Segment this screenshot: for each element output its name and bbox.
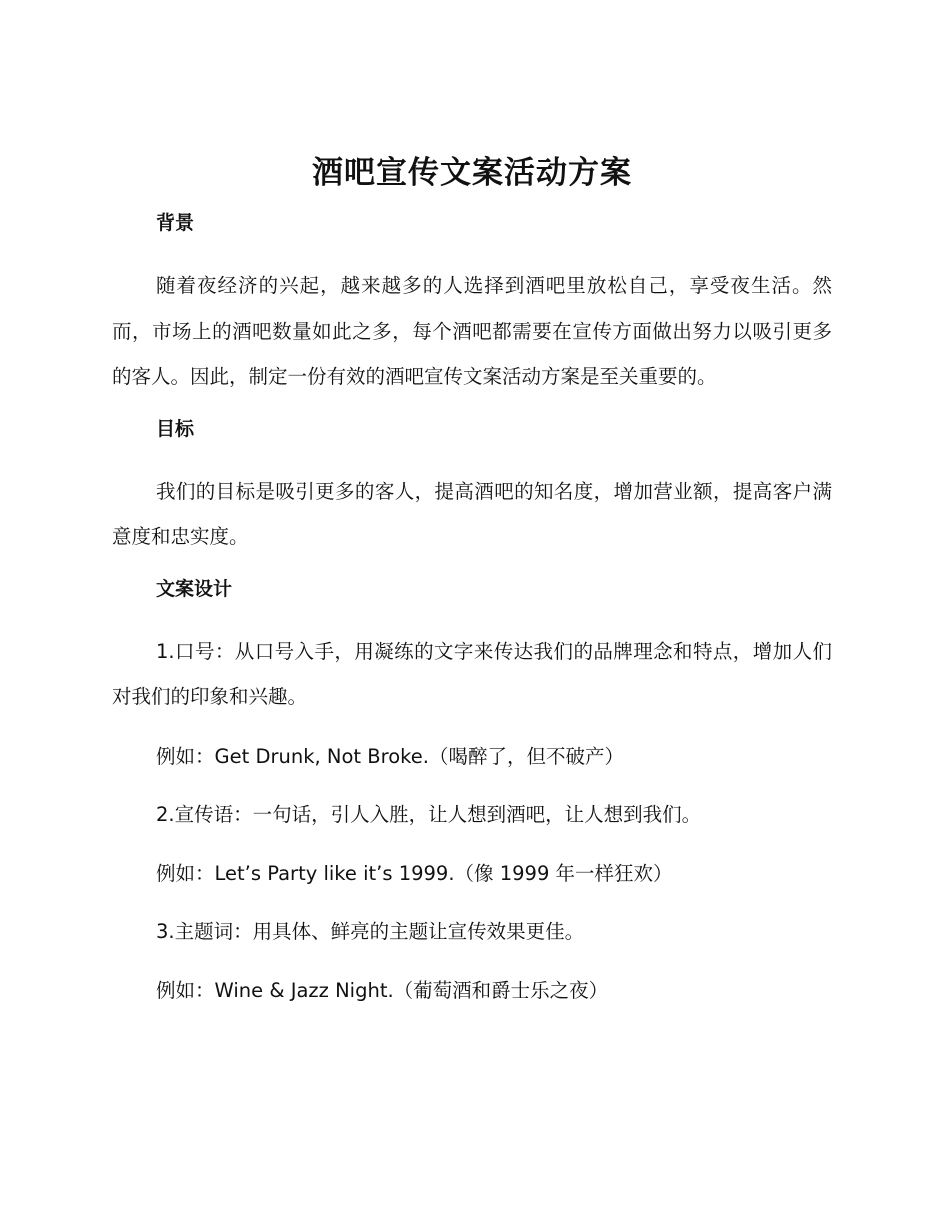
paragraph-slogan: 1.口号：从口号入手，用凝练的文字来传达我们的品牌理念和特点，增加人们对我们的印象和兴趣。 bbox=[112, 639, 832, 708]
paragraph-tagline: 2.宣传语：一句话，引人入胜，让人想到酒吧，让人想到我们。 bbox=[156, 803, 702, 826]
section-goal bbox=[112, 414, 832, 560]
document-title: 酒吧宣传文案活动方案 bbox=[312, 155, 632, 191]
document-page bbox=[112, 150, 832, 1026]
section-copy-design bbox=[112, 574, 832, 1014]
section-background bbox=[112, 208, 832, 400]
paragraph: 我们的目标是吸引更多的客人，提高酒吧的知名度，增加营业额，提高客户满意度和忠实度。 bbox=[112, 479, 832, 548]
example-tagline: 例如：Let’s Party like it’s 1999.（像 1999 年一样狂欢） bbox=[156, 861, 673, 885]
section-heading-copy-design: 文案设计 bbox=[156, 577, 233, 600]
section-heading-goal: 目标 bbox=[156, 417, 195, 440]
paragraph: 随着夜经济的兴起，越来越多的人选择到酒吧里放松自己，享受夜生活。然而，市场上的酒吧数量如此之多，每个酒吧都需要在宣传方面做出努力以吸引更多的客人。因此，制定一份有效的酒吧宣传文案活动方案是至关重要的。 bbox=[112, 274, 832, 388]
section-heading-background: 背景 bbox=[156, 212, 195, 234]
example-slogan: 例如：Get Drunk, Not Broke.（喝醉了，但不破产） bbox=[156, 744, 624, 768]
paragraph-theme: 3.主题词：用具体、鲜亮的主题让宣传效果更佳。 bbox=[156, 920, 585, 943]
example-theme: 例如：Wine & Jazz Night.（葡萄酒和爵士乐之夜） bbox=[156, 978, 609, 1002]
